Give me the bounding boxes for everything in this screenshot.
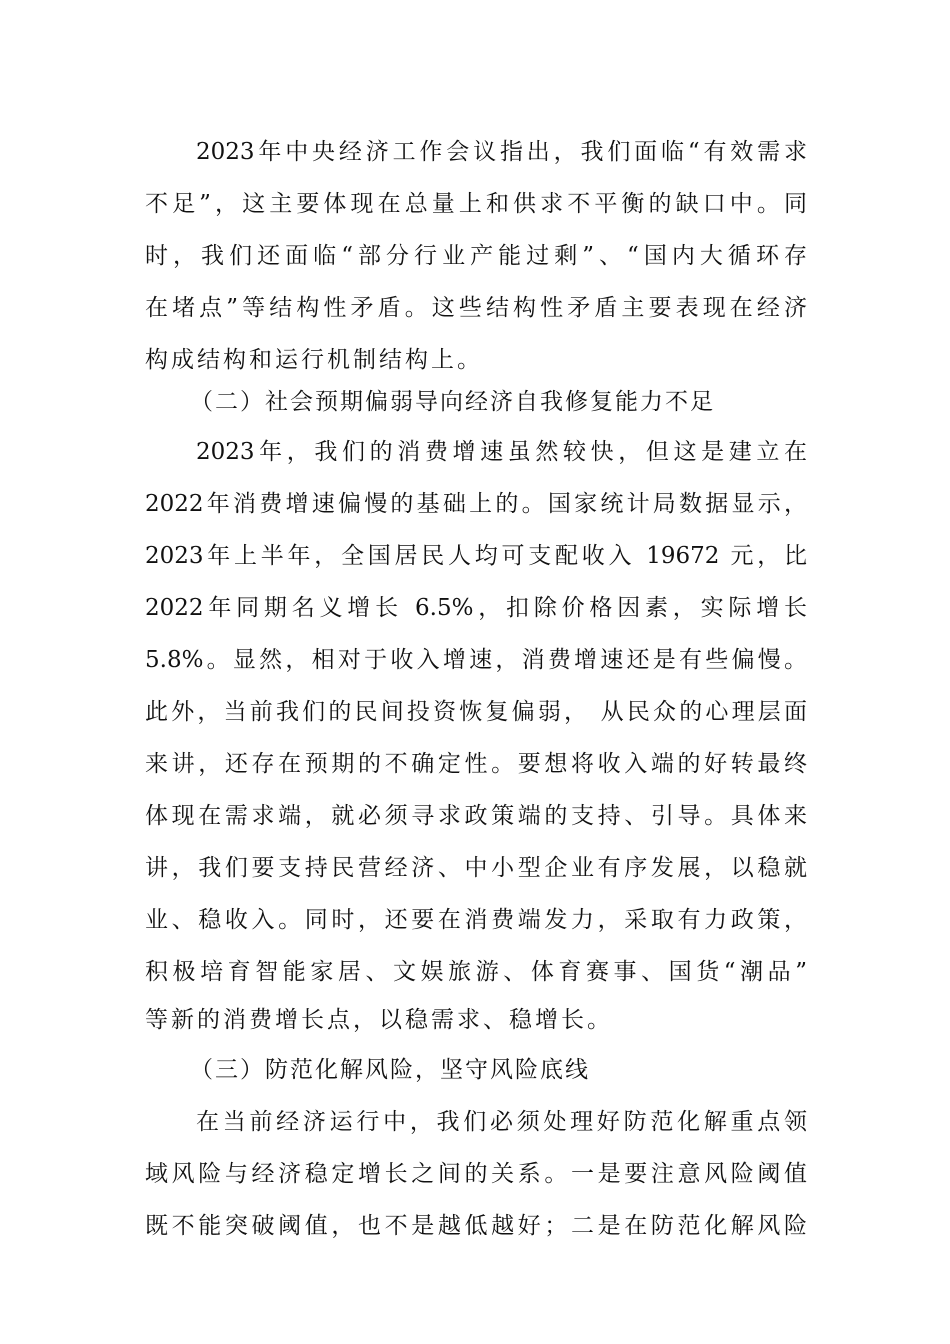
paragraph-line: 2023年，我们的消费增速虽然较快，但这是建立在	[196, 439, 807, 465]
paragraph-line: 讲，我们要支持民营经济、中小型企业有序发展，以稳就	[145, 855, 807, 881]
paragraph-line: 等新的消费增长点，以稳需求、稳增长。	[145, 1007, 613, 1033]
paragraph-line: 在当前经济运行中，我们必须处理好防范化解重点领	[196, 1109, 807, 1135]
paragraph-line: 2022年同期名义增长 6.5%，扣除价格因素，实际增长	[145, 595, 807, 621]
paragraph-line: 2022年消费增速偏慢的基础上的。国家统计局数据显示，	[145, 491, 807, 517]
paragraph-line: 域风险与经济稳定增长之间的关系。一是要注意风险阈值	[145, 1161, 807, 1187]
section-heading: （三）防范化解风险，坚守风险底线	[190, 1057, 590, 1083]
paragraph-line: 业、稳收入。同时，还要在消费端发力，采取有力政策，	[145, 907, 807, 933]
paragraph-line: 此外，当前我们的民间投资恢复偏弱， 从民众的心理层面	[145, 699, 807, 725]
paragraph-line: 2023年中央经济工作会议指出，我们面临“有效需求	[196, 139, 807, 165]
paragraph-line: 既不能突破阈值，也不是越低越好；二是在防范化解风险	[145, 1213, 807, 1239]
paragraph-line: 5.8%。显然，相对于收入增速，消费增速还是有些偏慢。	[145, 647, 807, 673]
paragraph-line: 构成结构和运行机制结构上。	[145, 347, 483, 373]
section-heading: （二）社会预期偏弱导向经济自我修复能力不足	[190, 389, 715, 415]
paragraph-line: 来讲，还存在预期的不确定性。要想将收入端的好转最终	[145, 751, 807, 777]
paragraph-line: 不足”，这主要体现在总量上和供求不平衡的缺口中。同	[145, 191, 807, 217]
paragraph-line: 2023年上半年，全国居民人均可支配收入 19672 元，比	[145, 543, 807, 569]
paragraph-line: 体现在需求端，就必须寻求政策端的支持、引导。具体来	[145, 803, 807, 829]
paragraph-line: 时，我们还面临“部分行业产能过剩”、“国内大循环存	[145, 243, 807, 269]
paragraph-line: 积极培育智能家居、文娱旅游、体育赛事、国货“潮品”	[145, 959, 807, 985]
paragraph-line: 在堵点”等结构性矛盾。这些结构性矛盾主要表现在经济	[145, 295, 807, 321]
